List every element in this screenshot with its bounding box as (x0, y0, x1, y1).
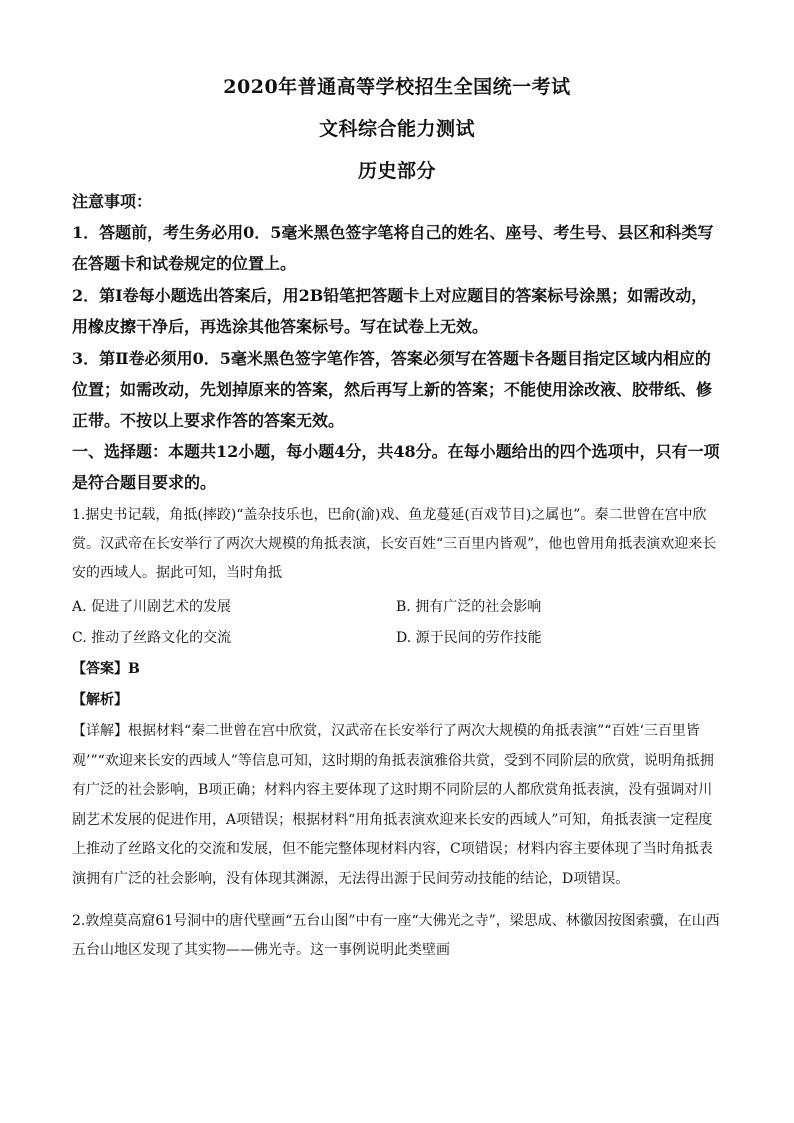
question-1-answer: 【答案】B (72, 661, 140, 677)
section-instruction: 一、选择题：本题共12小题，每小题4分，共48分。在每小题给出的四个选项中，只有一项是符合题目要求的。 (72, 442, 720, 492)
notice-item-2: 2．第Ⅰ卷每小题选出答案后，用2B铅笔把答题卡上对应题目的答案标号涂黑；如需改动，用橡皮擦干净后，再选涂其他答案标号。写在试卷上无效。 (72, 286, 708, 336)
exam-section-title: 历史部分 (357, 160, 436, 182)
question-1-detail: 【详解】根据材料“秦二世曾在宫中欣赏，汉武帝在长安举行了两次大规模的角抵表演”“百姓‘三百里皆观’”“欢迎来长安的西域人”等信息可知，这时期的角抵表演雅俗共赏，受到不同阶层的欣赏，说明角抵拥有广泛的社会影响，B项正确；材料内容主要体现了这时期不同阶层的人都欣赏角抵表演，没有强调对川剧艺术发展的促进作用，A项错误；根据材料“用角抵表演欢迎来长安的西域人”可知，角抵表演一定程度上推动了丝路文化的交流和发展，但不能完整体现材料内容，C项错误；材料内容主要体现了当时角抵表演拥有广泛的社会影响，没有体现其渊源，无法得出源于民间劳动技能的结论，D项错误。 (72, 723, 714, 887)
notice-heading: 注意事项： (72, 192, 153, 211)
exam-title: 2020年普通高等学校招生全国统一考试 (223, 76, 571, 98)
notice-item-3: 3．第Ⅱ卷必须用0．5毫米黑色签字笔作答，答案必须写在答题卡各题目指定区域内相应的位置；如需改动，先划掉原来的答案，然后再写上新的答案；不能使用涂改液、胶带纸、修正带。不按以上要求作答的答案无效。 (72, 349, 713, 430)
exam-subtitle: 文科综合能力测试 (318, 118, 475, 140)
notice-item-1: 1．答题前，考生务必用0．5毫米黑色签字笔将自己的姓名、座号、考生号、县区和科类写在答题卡和试卷规定的位置上。 (72, 223, 714, 273)
question-1-analysis-label: 【解析】 (72, 692, 128, 708)
question-1-option-d: D. 源于民间的劳作技能 (396, 630, 542, 646)
question-1-option-c: C. 推动了丝路文化的交流 (72, 630, 232, 646)
question-2-stem: 2.敦煌莫高窟61号洞中的唐代壁画“五台山图”中有一座“大佛光之寺”，梁思成、林徽因按图索骥，在山西五台山地区发现了其实物——佛光寺。这一事例说明此类壁画 (72, 913, 720, 958)
question-1-option-a: A. 促进了川剧艺术的发展 (72, 599, 232, 615)
question-1-stem: 1.据史书记载，角抵(摔跤)“盖杂技乐也，巴俞(渝)戏、鱼龙蔓延(百戏节目)之属也”。秦二世曾在宫中欣赏。汉武帝在长安举行了两次大规模的角抵表演，长安百姓“三百里内皆观”，他也曾用角抵表演欢迎来长安的西域人。据此可知，当时角抵 (72, 507, 717, 581)
question-1-option-b: B. 拥有广泛的社会影响 (396, 599, 542, 615)
